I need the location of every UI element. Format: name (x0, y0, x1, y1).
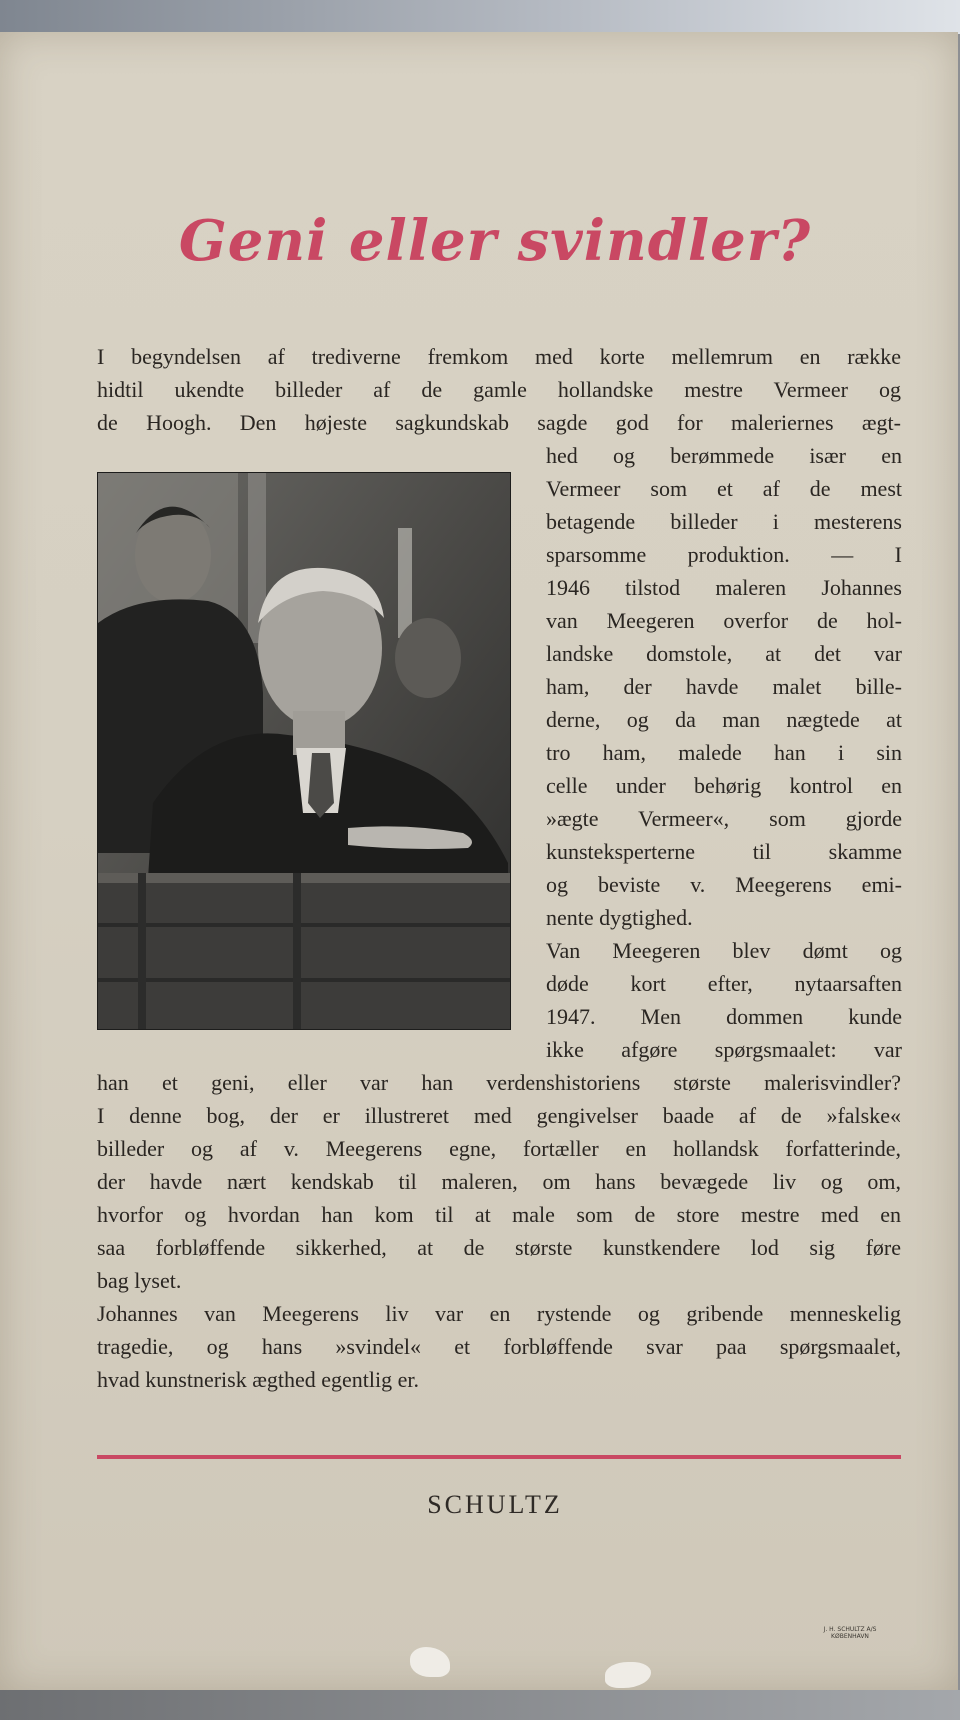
decorative-rule (97, 1455, 901, 1459)
body-line: billeder og af v. Meegerens egne, fortæller en hollandsk forfatterinde, (97, 1136, 901, 1161)
body-line: 1947. Men dommen kunde (546, 1004, 902, 1029)
body-line: de Hoogh. Den højeste sagkundskab sagde god for maleriernes ægt- (97, 410, 901, 435)
paper-tear (605, 1662, 651, 1688)
body-line: Vermeer som et af de mest (546, 476, 902, 501)
body-line: 1946 tilstod maleren Johannes (546, 575, 902, 600)
body-line: saa forbløffende sikkerhed, at de største kunstkendere lod sig føre (97, 1235, 901, 1260)
background-strip-bottom (0, 1690, 960, 1720)
cover-title: Geni eller svindler? (178, 208, 812, 274)
body-line: sparsomme produktion. — I (546, 542, 902, 567)
imprint-line: J. H. SCHULTZ A/S (823, 1626, 877, 1633)
printer-imprint (800, 1626, 900, 1640)
body-line: nente dygtighed. (546, 905, 693, 930)
body-line: I begyndelsen af trediverne fremkom med korte mellemrum en række (97, 344, 901, 369)
body-line: hvad kunstnerisk ægthed egentlig er. (97, 1367, 419, 1392)
body-line: hidtil ukendte billeder af de gamle hollandske mestre Vermeer og (97, 377, 901, 402)
body-line: »ægte Vermeer«, som gjorde (546, 806, 902, 831)
body-line: hed og berømmede især en (546, 443, 902, 468)
body-line: celle under behørig kontrol en (546, 773, 902, 798)
body-line: Van Meegeren blev dømt og (546, 938, 902, 963)
body-line: Johannes van Meegerens liv var en rystende og gribende menneskelig (97, 1301, 901, 1326)
body-line: han et geni, eller var han verdenshistoriens største malerisvindler? (97, 1070, 901, 1095)
body-line: ikke afgøre spørgsmaalet: var (546, 1037, 902, 1062)
body-line: hvorfor og hvordan han kom til at male som de store mestre med en (97, 1202, 901, 1227)
body-line: I denne bog, der er illustreret med gengivelser baade af de »falske« (97, 1103, 901, 1128)
portrait-photo-van-meegeren (97, 472, 511, 1030)
body-line: tro ham, malede han i sin (546, 740, 902, 765)
paper-tear (410, 1647, 450, 1677)
background-strip-top (0, 0, 960, 34)
publisher-name: SCHULTZ (427, 1490, 563, 1519)
body-line: betagende billeder i mesterens (546, 509, 902, 534)
body-line: bag lyset. (97, 1268, 182, 1293)
courtroom-photo-illustration (98, 473, 510, 1029)
body-line: derne, og da man nægtede at (546, 707, 902, 732)
body-line: kunsteksperterne til skamme (546, 839, 902, 864)
body-line: landske domstole, at det var (546, 641, 902, 666)
body-line: ham, der havde malet bille- (546, 674, 902, 699)
body-line: og beviste v. Meegerens emi- (546, 872, 902, 897)
body-line: der havde nært kendskab til maleren, om hans bevægede liv og om, (97, 1169, 901, 1194)
body-line: døde kort efter, nytaarsaften (546, 971, 902, 996)
body-line: van Meegeren overfor de hol- (546, 608, 902, 633)
body-line: tragedie, og hans »svindel« et forbløffende svar paa spørgsmaalet, (97, 1334, 901, 1359)
imprint-line: KØBENHAVN (831, 1633, 869, 1640)
